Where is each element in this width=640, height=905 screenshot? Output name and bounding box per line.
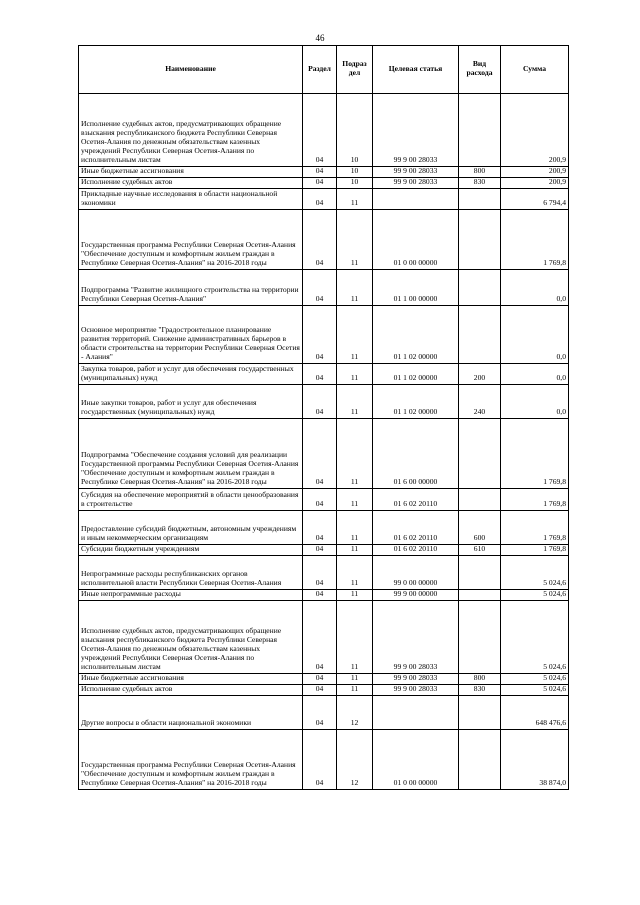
row-vid: 830 <box>459 178 501 189</box>
row-vid: 800 <box>459 674 501 685</box>
row-razdel: 04 <box>303 556 337 590</box>
row-vid <box>459 419 501 489</box>
row-summa: 1 769,8 <box>501 419 569 489</box>
row-vid <box>459 94 501 167</box>
row-celevaya: 01 1 00 00000 <box>373 270 459 306</box>
row-vid <box>459 270 501 306</box>
row-celevaya: 01 6 02 20110 <box>373 545 459 556</box>
row-podrazdel: 11 <box>337 364 373 385</box>
table-row <box>79 270 569 306</box>
row-name: Предоставление субсидий бюджетным, автономным учреждениям и иным некоммерческим организациям <box>79 511 303 545</box>
row-name: Подпрограмма "Обеспечение создания условий для реализации Государственной программы Республики Северная Осетия-Алания "Обеспечение доступным и комфортным жильем граждан в Республике Северная Осетия-Алания" на 2016-2018 годы <box>79 419 303 489</box>
row-vid <box>459 306 501 364</box>
row-razdel: 04 <box>303 167 337 178</box>
row-razdel: 04 <box>303 364 337 385</box>
table-row <box>79 685 569 696</box>
table-row <box>79 210 569 270</box>
row-razdel: 04 <box>303 178 337 189</box>
row-vid <box>459 590 501 601</box>
row-celevaya: 99 9 00 28033 <box>373 601 459 674</box>
row-razdel: 04 <box>303 590 337 601</box>
row-summa: 1 769,8 <box>501 489 569 511</box>
row-name: Иные непрограммные расходы <box>79 590 303 601</box>
row-name: Исполнение судебных актов, предусматривающих обращение взыскания республиканского бюджета Республики Северная Осетия-Алания по денежным обязательствам казенных учреждений Республики Северная Осетия-Алания по исполнительным листам <box>79 94 303 167</box>
row-celevaya: 01 1 02 00000 <box>373 306 459 364</box>
page-number: 46 <box>315 33 325 43</box>
header-razdel: Раздел <box>303 46 337 94</box>
row-razdel: 04 <box>303 674 337 685</box>
row-celevaya: 99 9 00 28033 <box>373 167 459 178</box>
row-summa: 1 769,8 <box>501 511 569 545</box>
header-summa: Сумма <box>501 46 569 94</box>
row-podrazdel: 11 <box>337 511 373 545</box>
row-name: Закупка товаров, работ и услуг для обеспечения государственных (муниципальных) нужд <box>79 364 303 385</box>
table-row <box>79 696 569 730</box>
table-row <box>79 489 569 511</box>
table-row <box>79 511 569 545</box>
row-name: Исполнение судебных актов <box>79 685 303 696</box>
row-podrazdel: 11 <box>337 489 373 511</box>
table-row <box>79 94 569 167</box>
row-name: Государственная программа Республики Северная Осетия-Алания "Обеспечение доступным и комфортным жильем граждан в Республике Северная Осетия-Алания" на 2016-2018 годы <box>79 730 303 790</box>
row-name: Иные бюджетные ассигнования <box>79 674 303 685</box>
row-razdel: 04 <box>303 685 337 696</box>
row-vid <box>459 556 501 590</box>
row-celevaya: 01 6 02 20110 <box>373 489 459 511</box>
row-name: Субсидии бюджетным учреждениям <box>79 545 303 556</box>
row-summa: 5 024,6 <box>501 685 569 696</box>
row-vid <box>459 730 501 790</box>
row-celevaya: 99 9 00 28033 <box>373 685 459 696</box>
row-podrazdel: 11 <box>337 545 373 556</box>
row-podrazdel: 11 <box>337 270 373 306</box>
table-row <box>79 364 569 385</box>
row-summa: 0,0 <box>501 364 569 385</box>
row-summa: 1 769,8 <box>501 545 569 556</box>
row-summa: 5 024,6 <box>501 601 569 674</box>
row-podrazdel: 11 <box>337 590 373 601</box>
row-summa: 0,0 <box>501 306 569 364</box>
row-name: Исполнение судебных актов, предусматривающих обращение взыскания республиканского бюджета Республики Северная Осетия-Алания по денежным обязательствам казенных учреждений Республики Северная Осетия-Алания по исполнительным листам <box>79 601 303 674</box>
row-razdel: 04 <box>303 189 337 210</box>
row-vid: 200 <box>459 364 501 385</box>
row-celevaya: 01 6 00 00000 <box>373 419 459 489</box>
row-vid <box>459 489 501 511</box>
row-celevaya: 99 9 00 28033 <box>373 178 459 189</box>
table-row <box>79 601 569 674</box>
row-name: Государственная программа Республики Северная Осетия-Алания "Обеспечение доступным и комфортным жильем граждан в Республике Северная Осетия-Алания" на 2016-2018 годы <box>79 210 303 270</box>
header-celevaya: Целевая статья <box>373 46 459 94</box>
table-row <box>79 674 569 685</box>
row-celevaya: 99 9 00 28033 <box>373 674 459 685</box>
row-vid: 600 <box>459 511 501 545</box>
row-podrazdel: 11 <box>337 674 373 685</box>
row-razdel: 04 <box>303 94 337 167</box>
row-podrazdel: 12 <box>337 730 373 790</box>
row-razdel: 04 <box>303 419 337 489</box>
row-summa: 6 794,4 <box>501 189 569 210</box>
row-summa: 200,9 <box>501 94 569 167</box>
row-vid: 830 <box>459 685 501 696</box>
row-summa: 0,0 <box>501 270 569 306</box>
row-celevaya: 01 1 02 00000 <box>373 385 459 419</box>
table-row <box>79 419 569 489</box>
row-podrazdel: 10 <box>337 178 373 189</box>
row-name: Исполнение судебных актов <box>79 178 303 189</box>
row-name: Непрограммные расходы республиканских органов исполнительной власти Республики Северная Осетия-Алания <box>79 556 303 590</box>
row-razdel: 04 <box>303 545 337 556</box>
row-celevaya: 99 9 00 00000 <box>373 590 459 601</box>
table-row <box>79 306 569 364</box>
header-vid: Вид расхода <box>459 46 501 94</box>
row-razdel: 04 <box>303 730 337 790</box>
row-podrazdel: 11 <box>337 419 373 489</box>
row-summa: 38 874,0 <box>501 730 569 790</box>
row-celevaya: 01 0 00 00000 <box>373 730 459 790</box>
row-celevaya: 01 1 02 00000 <box>373 364 459 385</box>
row-celevaya: 01 6 02 20110 <box>373 511 459 545</box>
table-row <box>79 545 569 556</box>
row-summa: 1 769,8 <box>501 210 569 270</box>
row-razdel: 04 <box>303 306 337 364</box>
row-name: Другие вопросы в области национальной экономики <box>79 696 303 730</box>
row-summa: 0,0 <box>501 385 569 419</box>
row-vid <box>459 696 501 730</box>
row-summa: 200,9 <box>501 167 569 178</box>
row-name: Основное мероприятие "Градостроительное планирование развития территорий. Снижение административных барьеров в области строительства на территории Республики Северная Осетия - Алания" <box>79 306 303 364</box>
row-summa: 200,9 <box>501 178 569 189</box>
row-podrazdel: 11 <box>337 210 373 270</box>
row-name: Иные закупки товаров, работ и услуг для обеспечения государственных (муниципальных) нужд <box>79 385 303 419</box>
row-razdel: 04 <box>303 601 337 674</box>
table-header-row <box>79 46 569 94</box>
row-vid: 240 <box>459 385 501 419</box>
header-podrazdel: Подраз дел <box>337 46 373 94</box>
row-summa: 5 024,6 <box>501 674 569 685</box>
header-name: Наименование <box>79 46 303 94</box>
row-summa: 5 024,6 <box>501 556 569 590</box>
row-razdel: 04 <box>303 511 337 545</box>
row-podrazdel: 11 <box>337 685 373 696</box>
row-vid <box>459 601 501 674</box>
table-row <box>79 178 569 189</box>
row-podrazdel: 10 <box>337 94 373 167</box>
row-celevaya: 01 0 00 00000 <box>373 210 459 270</box>
row-razdel: 04 <box>303 385 337 419</box>
row-summa: 5 024,6 <box>501 590 569 601</box>
row-name: Субсидия на обеспечение мероприятий в области ценообразования в строительстве <box>79 489 303 511</box>
row-vid <box>459 210 501 270</box>
row-celevaya <box>373 696 459 730</box>
row-summa: 648 476,6 <box>501 696 569 730</box>
row-name: Прикладные научные исследования в области национальной экономики <box>79 189 303 210</box>
row-vid: 610 <box>459 545 501 556</box>
row-razdel: 04 <box>303 210 337 270</box>
row-name: Подпрограмма "Развитие жилищного строительства на территории Республики Северная Осетия-Алания" <box>79 270 303 306</box>
row-podrazdel: 11 <box>337 385 373 419</box>
row-celevaya: 99 9 00 28033 <box>373 94 459 167</box>
row-podrazdel: 11 <box>337 601 373 674</box>
row-vid <box>459 189 501 210</box>
row-podrazdel: 11 <box>337 556 373 590</box>
row-celevaya <box>373 189 459 210</box>
row-podrazdel: 10 <box>337 167 373 178</box>
table-row <box>79 590 569 601</box>
table-row <box>79 167 569 178</box>
table-row <box>79 385 569 419</box>
row-razdel: 04 <box>303 696 337 730</box>
table-row <box>79 189 569 210</box>
row-razdel: 04 <box>303 270 337 306</box>
row-name: Иные бюджетные ассигнования <box>79 167 303 178</box>
row-podrazdel: 11 <box>337 306 373 364</box>
table-row <box>79 730 569 790</box>
row-celevaya: 99 0 00 00000 <box>373 556 459 590</box>
budget-table <box>78 45 569 790</box>
row-razdel: 04 <box>303 489 337 511</box>
row-podrazdel: 11 <box>337 189 373 210</box>
table-row <box>79 556 569 590</box>
row-podrazdel: 12 <box>337 696 373 730</box>
row-vid: 800 <box>459 167 501 178</box>
